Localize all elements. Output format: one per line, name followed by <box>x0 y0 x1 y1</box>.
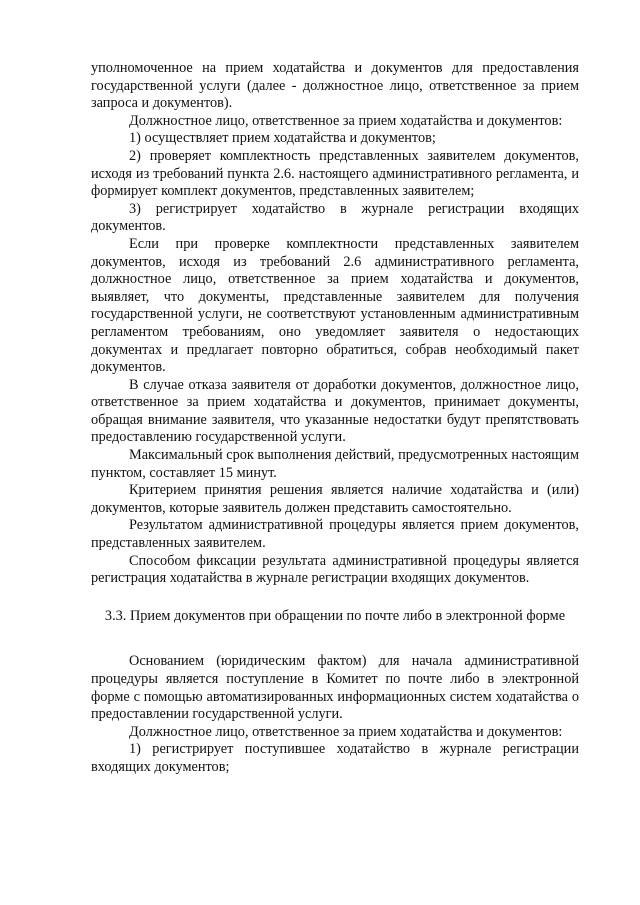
paragraph: Должностное лицо, ответственное за прием ходатайства и документов: <box>129 112 563 129</box>
paragraphs-bottom <box>91 653 579 776</box>
paragraph: 1) осуществляет прием ходатайства и документов; <box>129 130 436 147</box>
document-body <box>91 60 579 777</box>
paragraph: 1) регистрирует поступившее ходатайство в журнале регистрации входящих документов; <box>91 741 579 775</box>
paragraph: Критерием принятия решения является наличие ходатайства и (или) документов, которые заявитель должен представить самостоятельно. <box>91 482 579 516</box>
paragraph: уполномоченное на прием ходатайства и документов для предоставления государственной услуги (далее - должностное лицо, ответственное за прием запроса и документов). <box>91 60 579 112</box>
paragraph: Результатом административной процедуры является прием документов, представленных заявителем. <box>91 517 579 552</box>
paragraph: 2) проверяет комплектность представленных заявителем документов, исходя из требований пункта 2.6. настоящего административного регламента, и формирует комплект документов, представленных заявителем; <box>91 147 579 200</box>
paragraph: В случае отказа заявителя от доработки документов, должностное лицо, ответственное за прием ходатайства и документов, принимает документы, обращая внимание заявителя, что указанные недостатки будут препятствовать предоставлению государственной услуги. <box>91 376 579 446</box>
paragraph: Основанием (юридическим фактом) для начала административной процедуры является поступление в Комитет по почте либо в электронной форме с помощью автоматизированных информационных систем ходатайства о предоставлении государственной услуги. <box>91 653 579 723</box>
paragraph: Способом фиксации результата административной процедуры является регистрация ходатайства в журнале регистрации входящих документов. <box>91 552 579 587</box>
paragraph: Если при проверке комплектности представленных заявителем документов, исходя из требований 2.6 административного регламента, должностное лицо, ответственное за прием ходатайства и документов, выявляет, что документы, представленные заявителем для получения государственной услуги, не соответствуют установленным административным регламентом требованиям, оно уведомляет заявителя о недостающих документах и предлагает повторно обратиться, собрав необходимый пакет документов. <box>91 235 579 376</box>
paragraph: 3) регистрирует ходатайство в журнале регистрации входящих документов. <box>91 200 579 235</box>
section-heading: 3.3. Прием документов при обращении по почте либо в электронной форме <box>104 607 566 624</box>
paragraph: Максимальный срок выполнения действий, предусмотренных настоящим пунктом, составляет 15 минут. <box>91 447 579 481</box>
paragraph: Должностное лицо, ответственное за прием ходатайства и документов: <box>129 723 563 740</box>
paragraphs-top <box>91 60 579 588</box>
